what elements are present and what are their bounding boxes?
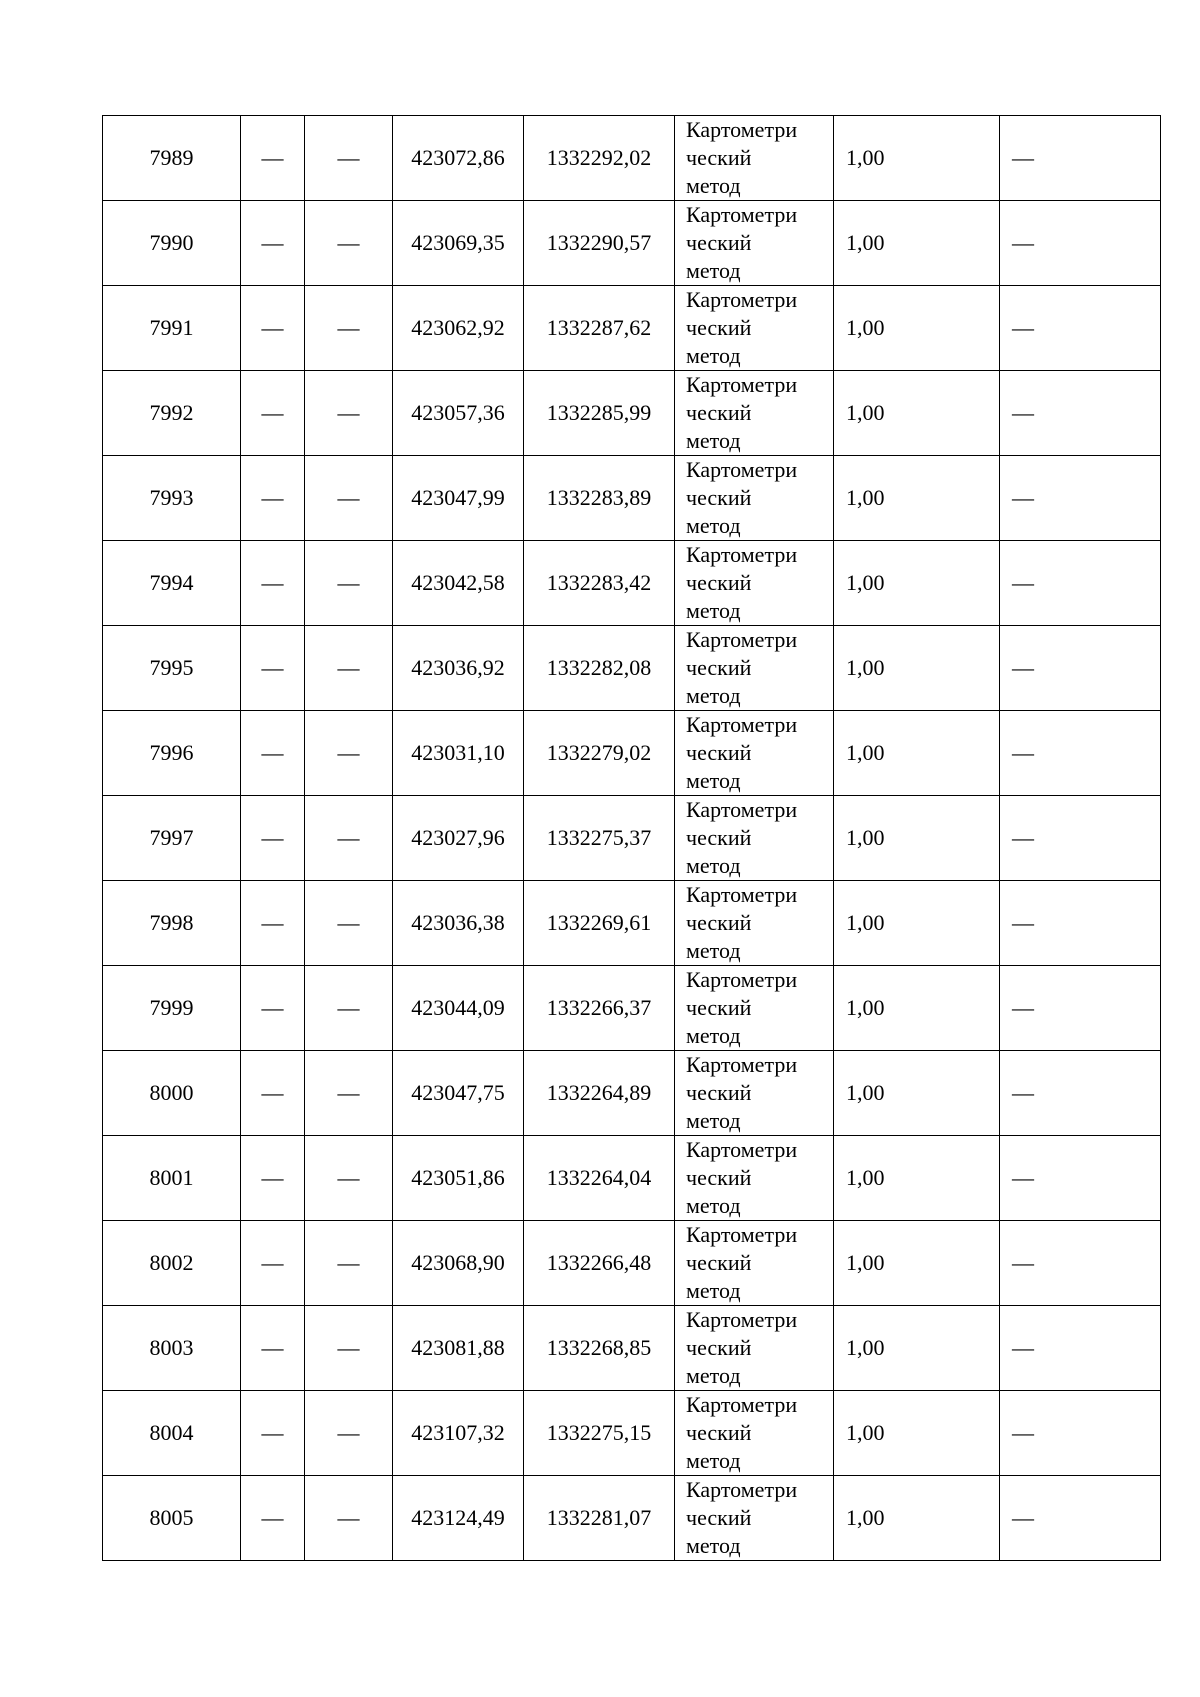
point-number-cell: 7993 <box>103 456 241 541</box>
accuracy-cell: 1,00 <box>834 796 1000 881</box>
accuracy-cell: 1,00 <box>834 1306 1000 1391</box>
empty-dash-cell: — <box>1000 796 1161 881</box>
method-line: ческий <box>686 995 752 1020</box>
method-line: метод <box>686 1193 741 1218</box>
method-line: Картометри <box>686 1137 798 1162</box>
point-number-cell: 8002 <box>103 1221 241 1306</box>
empty-dash-cell: — <box>241 371 305 456</box>
empty-dash-cell: — <box>1000 286 1161 371</box>
empty-dash-cell: — <box>241 286 305 371</box>
y-coordinate-cell: 1332268,85 <box>524 1306 675 1391</box>
method-line: Картометри <box>686 797 798 822</box>
accuracy-cell: 1,00 <box>834 201 1000 286</box>
empty-dash-cell: — <box>1000 1136 1161 1221</box>
table-row <box>103 966 1161 1051</box>
method-cell <box>675 541 834 626</box>
method-line: метод <box>686 683 741 708</box>
empty-dash-cell: — <box>305 1391 393 1476</box>
x-coordinate-cell: 423047,99 <box>393 456 524 541</box>
table-row <box>103 711 1161 796</box>
empty-dash-cell: — <box>241 1051 305 1136</box>
x-coordinate-cell: 423036,38 <box>393 881 524 966</box>
method-cell <box>675 286 834 371</box>
y-coordinate-cell: 1332282,08 <box>524 626 675 711</box>
x-coordinate-cell: 423047,75 <box>393 1051 524 1136</box>
method-line: ческий <box>686 315 752 340</box>
empty-dash-cell: — <box>305 201 393 286</box>
empty-dash-cell: — <box>305 1136 393 1221</box>
x-coordinate-cell: 423068,90 <box>393 1221 524 1306</box>
x-coordinate-cell: 423044,09 <box>393 966 524 1051</box>
x-coordinate-cell: 423124,49 <box>393 1476 524 1561</box>
method-line: метод <box>686 1363 741 1388</box>
table-row <box>103 371 1161 456</box>
accuracy-cell: 1,00 <box>834 1221 1000 1306</box>
empty-dash-cell: — <box>241 1306 305 1391</box>
accuracy-cell: 1,00 <box>834 371 1000 456</box>
empty-dash-cell: — <box>305 1051 393 1136</box>
method-line: Картометри <box>686 202 798 227</box>
empty-dash-cell: — <box>1000 1391 1161 1476</box>
table-row <box>103 796 1161 881</box>
accuracy-cell: 1,00 <box>834 711 1000 796</box>
method-line: Картометри <box>686 117 798 142</box>
method-line: Картометри <box>686 1052 798 1077</box>
table-row <box>103 541 1161 626</box>
empty-dash-cell: — <box>1000 1051 1161 1136</box>
empty-dash-cell: — <box>305 1476 393 1561</box>
point-number-cell: 7998 <box>103 881 241 966</box>
method-line: Картометри <box>686 457 798 482</box>
accuracy-cell: 1,00 <box>834 456 1000 541</box>
x-coordinate-cell: 423042,58 <box>393 541 524 626</box>
x-coordinate-cell: 423107,32 <box>393 1391 524 1476</box>
empty-dash-cell: — <box>305 881 393 966</box>
point-number-cell: 7991 <box>103 286 241 371</box>
method-line: Картометри <box>686 882 798 907</box>
x-coordinate-cell: 423062,92 <box>393 286 524 371</box>
method-cell <box>675 711 834 796</box>
x-coordinate-cell: 423081,88 <box>393 1306 524 1391</box>
point-number-cell: 8003 <box>103 1306 241 1391</box>
accuracy-cell: 1,00 <box>834 1136 1000 1221</box>
method-line: ческий <box>686 655 752 680</box>
method-line: метод <box>686 1108 741 1133</box>
accuracy-cell: 1,00 <box>834 116 1000 201</box>
accuracy-cell: 1,00 <box>834 1391 1000 1476</box>
method-cell <box>675 1136 834 1221</box>
point-number-cell: 7990 <box>103 201 241 286</box>
point-number-cell: 7994 <box>103 541 241 626</box>
table-body <box>103 116 1161 1561</box>
empty-dash-cell: — <box>241 201 305 286</box>
method-line: ческий <box>686 1335 752 1360</box>
accuracy-cell: 1,00 <box>834 286 1000 371</box>
method-line: ческий <box>686 825 752 850</box>
method-cell <box>675 1306 834 1391</box>
method-line: Картометри <box>686 287 798 312</box>
point-number-cell: 7995 <box>103 626 241 711</box>
empty-dash-cell: — <box>241 966 305 1051</box>
empty-dash-cell: — <box>305 966 393 1051</box>
method-line: Картометри <box>686 1307 798 1332</box>
y-coordinate-cell: 1332275,15 <box>524 1391 675 1476</box>
x-coordinate-cell: 423027,96 <box>393 796 524 881</box>
empty-dash-cell: — <box>1000 626 1161 711</box>
method-line: Картометри <box>686 967 798 992</box>
point-number-cell: 8005 <box>103 1476 241 1561</box>
empty-dash-cell: — <box>305 456 393 541</box>
empty-dash-cell: — <box>1000 116 1161 201</box>
empty-dash-cell: — <box>1000 966 1161 1051</box>
x-coordinate-cell: 423057,36 <box>393 371 524 456</box>
empty-dash-cell: — <box>305 286 393 371</box>
method-line: метод <box>686 513 741 538</box>
method-line: метод <box>686 853 741 878</box>
y-coordinate-cell: 1332266,48 <box>524 1221 675 1306</box>
method-line: метод <box>686 1533 741 1558</box>
empty-dash-cell: — <box>1000 201 1161 286</box>
method-line: ческий <box>686 145 752 170</box>
empty-dash-cell: — <box>305 371 393 456</box>
table-row <box>103 1306 1161 1391</box>
method-line: ческий <box>686 1420 752 1445</box>
point-number-cell: 7992 <box>103 371 241 456</box>
coordinates-table <box>102 115 1161 1561</box>
point-number-cell: 7989 <box>103 116 241 201</box>
method-line: ческий <box>686 1165 752 1190</box>
empty-dash-cell: — <box>241 1136 305 1221</box>
empty-dash-cell: — <box>305 541 393 626</box>
table-row <box>103 456 1161 541</box>
method-line: метод <box>686 343 741 368</box>
method-line: метод <box>686 938 741 963</box>
empty-dash-cell: — <box>241 1221 305 1306</box>
method-cell <box>675 456 834 541</box>
method-line: ческий <box>686 1080 752 1105</box>
empty-dash-cell: — <box>241 116 305 201</box>
method-cell <box>675 116 834 201</box>
x-coordinate-cell: 423036,92 <box>393 626 524 711</box>
empty-dash-cell: — <box>241 626 305 711</box>
method-line: метод <box>686 1448 741 1473</box>
empty-dash-cell: — <box>1000 541 1161 626</box>
empty-dash-cell: — <box>241 1391 305 1476</box>
method-line: метод <box>686 258 741 283</box>
method-line: метод <box>686 768 741 793</box>
empty-dash-cell: — <box>1000 711 1161 796</box>
method-cell <box>675 1051 834 1136</box>
empty-dash-cell: — <box>1000 1306 1161 1391</box>
y-coordinate-cell: 1332266,37 <box>524 966 675 1051</box>
table-row <box>103 1136 1161 1221</box>
method-line: ческий <box>686 740 752 765</box>
point-number-cell: 7997 <box>103 796 241 881</box>
table-row <box>103 1051 1161 1136</box>
method-line: Картометри <box>686 542 798 567</box>
x-coordinate-cell: 423069,35 <box>393 201 524 286</box>
method-line: ческий <box>686 910 752 935</box>
method-cell <box>675 966 834 1051</box>
method-line: Картометри <box>686 1477 798 1502</box>
method-line: метод <box>686 1023 741 1048</box>
method-cell <box>675 881 834 966</box>
method-cell <box>675 201 834 286</box>
accuracy-cell: 1,00 <box>834 626 1000 711</box>
x-coordinate-cell: 423031,10 <box>393 711 524 796</box>
method-line: метод <box>686 173 741 198</box>
method-line: ческий <box>686 1505 752 1530</box>
empty-dash-cell: — <box>305 626 393 711</box>
accuracy-cell: 1,00 <box>834 1051 1000 1136</box>
method-cell <box>675 796 834 881</box>
method-line: Картометри <box>686 372 798 397</box>
method-cell <box>675 371 834 456</box>
accuracy-cell: 1,00 <box>834 1476 1000 1561</box>
y-coordinate-cell: 1332269,61 <box>524 881 675 966</box>
method-line: метод <box>686 1278 741 1303</box>
y-coordinate-cell: 1332264,89 <box>524 1051 675 1136</box>
method-cell <box>675 626 834 711</box>
y-coordinate-cell: 1332279,02 <box>524 711 675 796</box>
method-line: ческий <box>686 400 752 425</box>
point-number-cell: 8004 <box>103 1391 241 1476</box>
method-line: Картометри <box>686 627 798 652</box>
point-number-cell: 7996 <box>103 711 241 796</box>
empty-dash-cell: — <box>241 456 305 541</box>
empty-dash-cell: — <box>1000 1221 1161 1306</box>
empty-dash-cell: — <box>241 711 305 796</box>
empty-dash-cell: — <box>305 116 393 201</box>
accuracy-cell: 1,00 <box>834 881 1000 966</box>
method-line: метод <box>686 598 741 623</box>
accuracy-cell: 1,00 <box>834 966 1000 1051</box>
table-row <box>103 286 1161 371</box>
method-line: ческий <box>686 230 752 255</box>
table-row <box>103 116 1161 201</box>
method-cell <box>675 1476 834 1561</box>
empty-dash-cell: — <box>1000 881 1161 966</box>
method-line: метод <box>686 428 741 453</box>
empty-dash-cell: — <box>241 1476 305 1561</box>
method-cell <box>675 1221 834 1306</box>
empty-dash-cell: — <box>305 796 393 881</box>
y-coordinate-cell: 1332285,99 <box>524 371 675 456</box>
table-row <box>103 881 1161 966</box>
method-line: Картометри <box>686 712 798 737</box>
y-coordinate-cell: 1332264,04 <box>524 1136 675 1221</box>
empty-dash-cell: — <box>1000 371 1161 456</box>
table-row <box>103 626 1161 711</box>
table-row <box>103 1476 1161 1561</box>
empty-dash-cell: — <box>305 1221 393 1306</box>
method-line: Картометри <box>686 1392 798 1417</box>
point-number-cell: 7999 <box>103 966 241 1051</box>
empty-dash-cell: — <box>1000 1476 1161 1561</box>
empty-dash-cell: — <box>241 541 305 626</box>
x-coordinate-cell: 423051,86 <box>393 1136 524 1221</box>
table-row <box>103 1391 1161 1476</box>
point-number-cell: 8001 <box>103 1136 241 1221</box>
y-coordinate-cell: 1332283,42 <box>524 541 675 626</box>
method-line: Картометри <box>686 1222 798 1247</box>
method-line: ческий <box>686 570 752 595</box>
empty-dash-cell: — <box>241 796 305 881</box>
y-coordinate-cell: 1332287,62 <box>524 286 675 371</box>
method-cell <box>675 1391 834 1476</box>
point-number-cell: 8000 <box>103 1051 241 1136</box>
table-row <box>103 1221 1161 1306</box>
method-line: ческий <box>686 485 752 510</box>
y-coordinate-cell: 1332275,37 <box>524 796 675 881</box>
empty-dash-cell: — <box>305 711 393 796</box>
y-coordinate-cell: 1332283,89 <box>524 456 675 541</box>
y-coordinate-cell: 1332292,02 <box>524 116 675 201</box>
empty-dash-cell: — <box>241 881 305 966</box>
empty-dash-cell: — <box>1000 456 1161 541</box>
x-coordinate-cell: 423072,86 <box>393 116 524 201</box>
table-row <box>103 201 1161 286</box>
y-coordinate-cell: 1332290,57 <box>524 201 675 286</box>
accuracy-cell: 1,00 <box>834 541 1000 626</box>
y-coordinate-cell: 1332281,07 <box>524 1476 675 1561</box>
empty-dash-cell: — <box>305 1306 393 1391</box>
method-line: ческий <box>686 1250 752 1275</box>
